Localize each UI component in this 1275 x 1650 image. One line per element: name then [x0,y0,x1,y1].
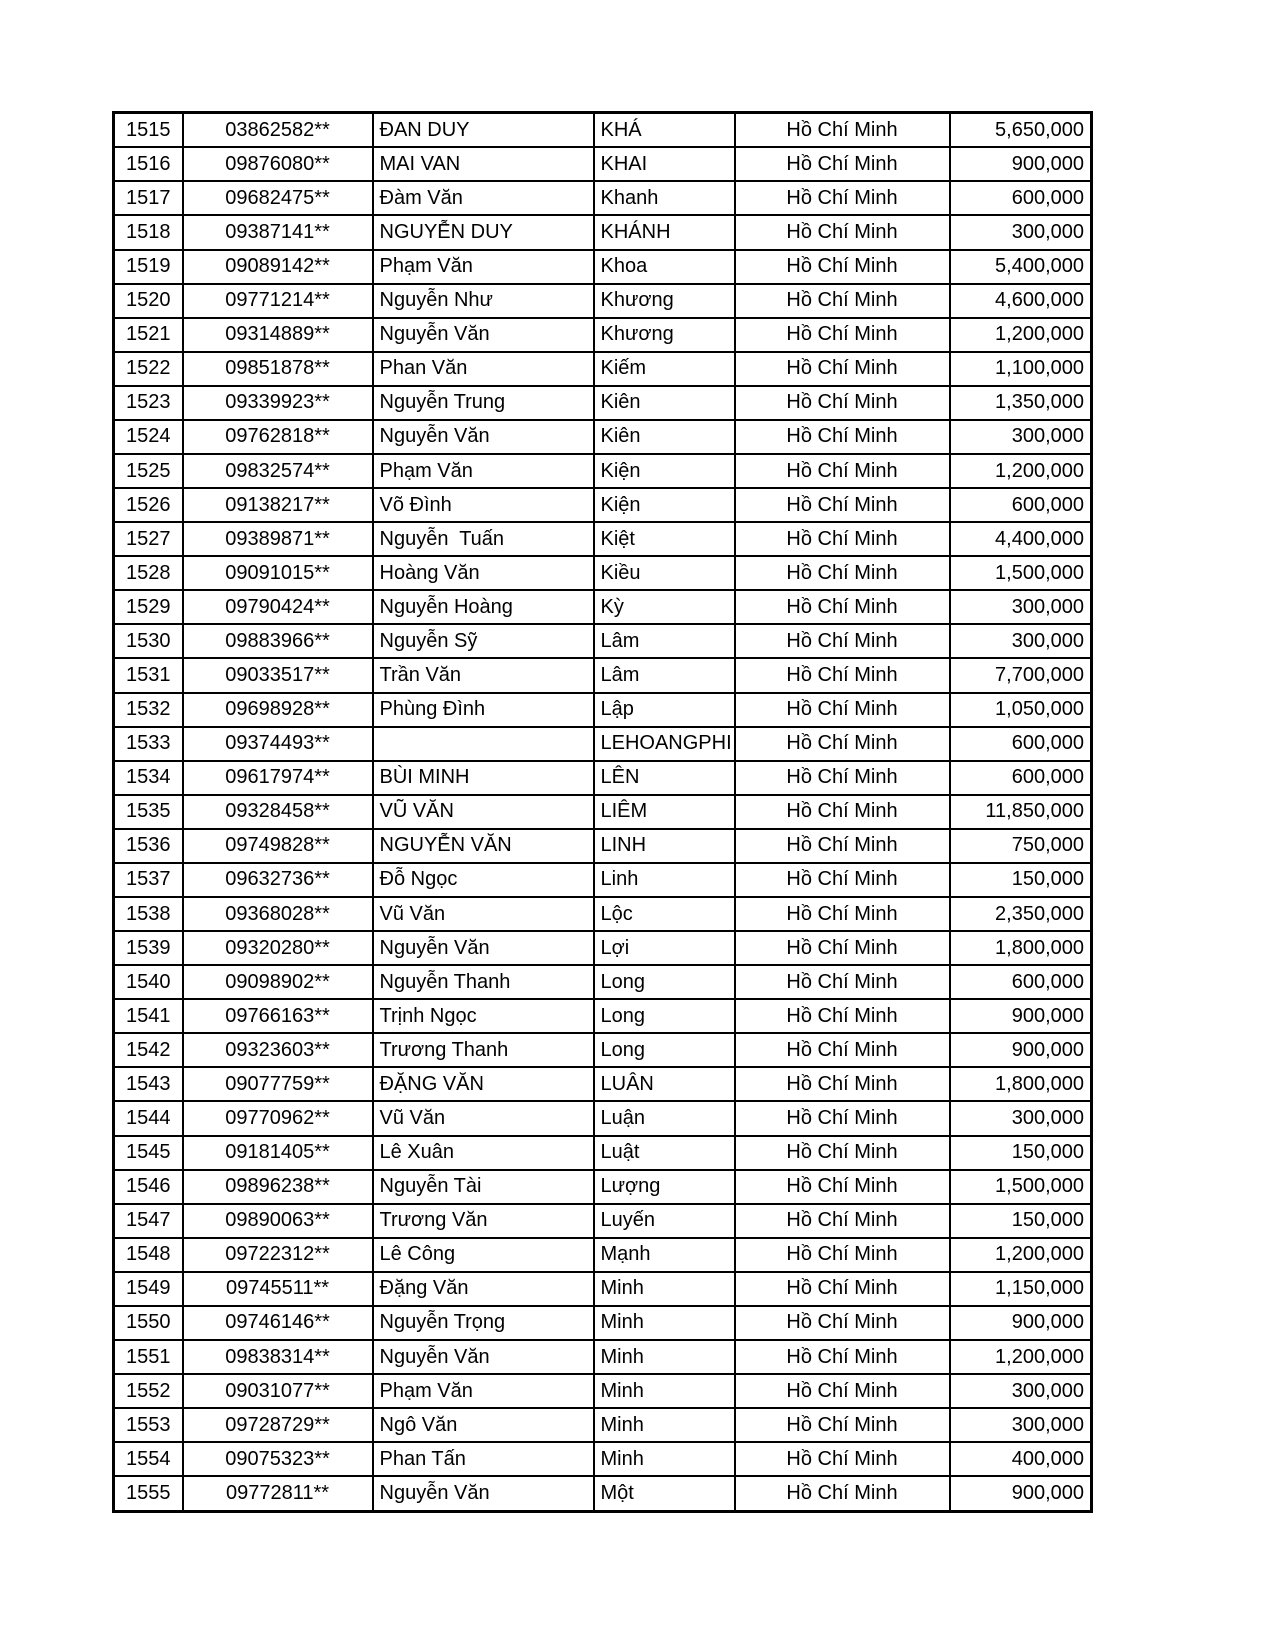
city-cell: Hồ Chí Minh [735,1204,950,1238]
row-number-cell: 1524 [114,420,183,454]
phone-number-cell: 09387141** [183,215,373,249]
table-row [114,658,1092,692]
first-middle-name-cell: Vũ Văn [373,897,594,931]
city-cell: Hồ Chí Minh [735,1170,950,1204]
table-row [114,1170,1092,1204]
amount-cell: 1,500,000 [950,556,1092,590]
phone-number-cell: 09790424** [183,590,373,624]
last-name-cell: Kiệt [594,522,735,556]
row-number-cell: 1544 [114,1101,183,1135]
first-middle-name-cell: Nguyễn Văn [373,931,594,965]
table-row [114,1067,1092,1101]
phone-number-cell: 09876080** [183,147,373,181]
row-number-cell: 1554 [114,1442,183,1476]
table-row [114,1033,1092,1067]
amount-cell: 900,000 [950,1476,1092,1511]
amount-cell: 300,000 [950,420,1092,454]
amount-cell: 900,000 [950,999,1092,1033]
city-cell: Hồ Chí Minh [735,1272,950,1306]
amount-cell: 300,000 [950,624,1092,658]
phone-number-cell: 09762818** [183,420,373,454]
amount-cell: 1,800,000 [950,1067,1092,1101]
phone-number-cell: 09682475** [183,181,373,215]
city-cell: Hồ Chí Minh [735,829,950,863]
city-cell: Hồ Chí Minh [735,250,950,284]
table-row [114,1306,1092,1340]
row-number-cell: 1515 [114,113,183,148]
phone-number-cell: 09746146** [183,1306,373,1340]
table-row [114,999,1092,1033]
amount-cell: 300,000 [950,590,1092,624]
row-number-cell: 1528 [114,556,183,590]
first-middle-name-cell: Lê Công [373,1238,594,1272]
amount-cell: 600,000 [950,727,1092,761]
phone-number-cell: 09698928** [183,693,373,727]
table-row [114,215,1092,249]
amount-cell: 5,650,000 [950,113,1092,148]
city-cell: Hồ Chí Minh [735,590,950,624]
city-cell: Hồ Chí Minh [735,1374,950,1408]
first-middle-name-cell: ĐAN DUY [373,113,594,148]
phone-number-cell: 09075323** [183,1442,373,1476]
phone-number-cell: 09098902** [183,965,373,999]
first-middle-name-cell: Trịnh Ngọc [373,999,594,1033]
row-number-cell: 1539 [114,931,183,965]
phone-number-cell: 09323603** [183,1033,373,1067]
city-cell: Hồ Chí Minh [735,147,950,181]
last-name-cell: Minh [594,1374,735,1408]
last-name-cell: LUÂN [594,1067,735,1101]
city-cell: Hồ Chí Minh [735,1306,950,1340]
table-row [114,250,1092,284]
row-number-cell: 1538 [114,897,183,931]
table-row [114,318,1092,352]
city-cell: Hồ Chí Minh [735,931,950,965]
first-middle-name-cell: Phạm Văn [373,250,594,284]
amount-cell: 150,000 [950,1204,1092,1238]
table-row [114,590,1092,624]
row-number-cell: 1526 [114,488,183,522]
row-number-cell: 1552 [114,1374,183,1408]
first-middle-name-cell: Vũ Văn [373,1101,594,1135]
amount-cell: 1,100,000 [950,352,1092,386]
first-middle-name-cell: Hoàng Văn [373,556,594,590]
first-middle-name-cell: Ngô Văn [373,1408,594,1442]
phone-number-cell: 09728729** [183,1408,373,1442]
city-cell: Hồ Chí Minh [735,181,950,215]
first-middle-name-cell: Đàm Văn [373,181,594,215]
amount-cell: 1,800,000 [950,931,1092,965]
table-row [114,1442,1092,1476]
table-row [114,727,1092,761]
amount-cell: 600,000 [950,181,1092,215]
table-row [114,556,1092,590]
first-middle-name-cell: Nguyễn Tuấn [373,522,594,556]
last-name-cell: Minh [594,1272,735,1306]
first-middle-name-cell: Đặng Văn [373,1272,594,1306]
row-number-cell: 1530 [114,624,183,658]
city-cell: Hồ Chí Minh [735,897,950,931]
city-cell: Hồ Chí Minh [735,556,950,590]
table-row [114,897,1092,931]
row-number-cell: 1527 [114,522,183,556]
city-cell: Hồ Chí Minh [735,318,950,352]
row-number-cell: 1525 [114,454,183,488]
first-middle-name-cell: Nguyễn Tài [373,1170,594,1204]
row-number-cell: 1550 [114,1306,183,1340]
table-row [114,1476,1092,1511]
amount-cell: 1,200,000 [950,1238,1092,1272]
first-middle-name-cell: BÙI MINH [373,761,594,795]
amount-cell: 1,050,000 [950,693,1092,727]
amount-cell: 300,000 [950,1408,1092,1442]
row-number-cell: 1542 [114,1033,183,1067]
city-cell: Hồ Chí Minh [735,624,950,658]
amount-cell: 600,000 [950,965,1092,999]
phone-number-cell: 09091015** [183,556,373,590]
row-number-cell: 1522 [114,352,183,386]
last-name-cell: Một [594,1476,735,1511]
city-cell: Hồ Chí Minh [735,454,950,488]
city-cell: Hồ Chí Minh [735,352,950,386]
last-name-cell: Luật [594,1136,735,1170]
amount-cell: 150,000 [950,1136,1092,1170]
row-number-cell: 1529 [114,590,183,624]
first-middle-name-cell: Võ Đình [373,488,594,522]
amount-cell: 5,400,000 [950,250,1092,284]
phone-number-cell: 09089142** [183,250,373,284]
table-row [114,1408,1092,1442]
row-number-cell: 1521 [114,318,183,352]
first-middle-name-cell: Đỗ Ngọc [373,863,594,897]
phone-number-cell: 09770962** [183,1101,373,1135]
last-name-cell: Kỳ [594,590,735,624]
phone-number-cell: 09749828** [183,829,373,863]
table-row [114,420,1092,454]
phone-number-cell: 09771214** [183,284,373,318]
city-cell: Hồ Chí Minh [735,1033,950,1067]
phone-number-cell: 09832574** [183,454,373,488]
last-name-cell: Linh [594,863,735,897]
city-cell: Hồ Chí Minh [735,1408,950,1442]
last-name-cell: Minh [594,1340,735,1374]
city-cell: Hồ Chí Minh [735,284,950,318]
first-middle-name-cell: Nguyễn Văn [373,1340,594,1374]
row-number-cell: 1523 [114,386,183,420]
city-cell: Hồ Chí Minh [735,488,950,522]
phone-number-cell: 09389871** [183,522,373,556]
phone-number-cell: 09368028** [183,897,373,931]
table-row [114,693,1092,727]
table-row [114,1204,1092,1238]
phone-number-cell: 09851878** [183,352,373,386]
amount-cell: 1,200,000 [950,318,1092,352]
first-middle-name-cell: Phan Tấn [373,1442,594,1476]
city-cell: Hồ Chí Minh [735,386,950,420]
row-number-cell: 1533 [114,727,183,761]
row-number-cell: 1520 [114,284,183,318]
amount-cell: 750,000 [950,829,1092,863]
table-row [114,181,1092,215]
amount-cell: 1,200,000 [950,1340,1092,1374]
first-middle-name-cell: Phan Văn [373,352,594,386]
last-name-cell: Kiên [594,420,735,454]
phone-number-cell: 09883966** [183,624,373,658]
first-middle-name-cell: Nguyễn Văn [373,318,594,352]
amount-cell: 600,000 [950,488,1092,522]
table-row [114,522,1092,556]
city-cell: Hồ Chí Minh [735,1101,950,1135]
first-middle-name-cell: Nguyễn Trung [373,386,594,420]
last-name-cell: Lộc [594,897,735,931]
last-name-cell: KHÁ [594,113,735,148]
first-middle-name-cell: Nguyễn Trọng [373,1306,594,1340]
row-number-cell: 1555 [114,1476,183,1511]
city-cell: Hồ Chí Minh [735,1136,950,1170]
first-middle-name-cell: Phùng Đình [373,693,594,727]
amount-cell: 300,000 [950,215,1092,249]
phone-number-cell: 09031077** [183,1374,373,1408]
table-row [114,386,1092,420]
table-row [114,1340,1092,1374]
row-number-cell: 1551 [114,1340,183,1374]
city-cell: Hồ Chí Minh [735,727,950,761]
row-number-cell: 1540 [114,965,183,999]
last-name-cell: Lợi [594,931,735,965]
amount-cell: 900,000 [950,1306,1092,1340]
phone-number-cell: 09632736** [183,863,373,897]
last-name-cell: KHAI [594,147,735,181]
last-name-cell: Lập [594,693,735,727]
amount-cell: 300,000 [950,1374,1092,1408]
row-number-cell: 1537 [114,863,183,897]
city-cell: Hồ Chí Minh [735,693,950,727]
table-row [114,488,1092,522]
amount-cell: 11,850,000 [950,795,1092,829]
row-number-cell: 1545 [114,1136,183,1170]
last-name-cell: Lâm [594,624,735,658]
first-middle-name-cell: Phạm Văn [373,454,594,488]
table-row [114,1374,1092,1408]
table-row [114,352,1092,386]
amount-cell: 600,000 [950,761,1092,795]
phone-number-cell: 09181405** [183,1136,373,1170]
last-name-cell: LIÊM [594,795,735,829]
phone-number-cell: 09033517** [183,658,373,692]
city-cell: Hồ Chí Minh [735,761,950,795]
row-number-cell: 1534 [114,761,183,795]
city-cell: Hồ Chí Minh [735,999,950,1033]
phone-number-cell: 09722312** [183,1238,373,1272]
amount-cell: 900,000 [950,1033,1092,1067]
table-row [114,454,1092,488]
table-row [114,1101,1092,1135]
last-name-cell: Kiếm [594,352,735,386]
amount-cell: 900,000 [950,147,1092,181]
last-name-cell: Long [594,1033,735,1067]
first-middle-name-cell: Trần Văn [373,658,594,692]
phone-number-cell: 09077759** [183,1067,373,1101]
amount-cell: 150,000 [950,863,1092,897]
last-name-cell: Kiều [594,556,735,590]
first-middle-name-cell: Nguyễn Thanh [373,965,594,999]
last-name-cell: Lâm [594,658,735,692]
row-number-cell: 1536 [114,829,183,863]
amount-cell: 1,350,000 [950,386,1092,420]
first-middle-name-cell: NGUYỄN DUY [373,215,594,249]
last-name-cell: Lượng [594,1170,735,1204]
city-cell: Hồ Chí Minh [735,1442,950,1476]
amount-cell: 1,200,000 [950,454,1092,488]
table-row [114,931,1092,965]
first-middle-name-cell: Nguyễn Như [373,284,594,318]
phone-number-cell: 09617974** [183,761,373,795]
phone-number-cell: 09374493** [183,727,373,761]
last-name-cell: LEHOANGPHI [594,727,735,761]
first-middle-name-cell: ĐẶNG VĂN [373,1067,594,1101]
table-row [114,795,1092,829]
row-number-cell: 1531 [114,658,183,692]
first-middle-name-cell: NGUYỄN VĂN [373,829,594,863]
phone-number-cell: 09896238** [183,1170,373,1204]
row-number-cell: 1518 [114,215,183,249]
row-number-cell: 1532 [114,693,183,727]
row-number-cell: 1546 [114,1170,183,1204]
city-cell: Hồ Chí Minh [735,658,950,692]
amount-cell: 400,000 [950,1442,1092,1476]
city-cell: Hồ Chí Minh [735,965,950,999]
phone-number-cell: 09890063** [183,1204,373,1238]
amount-cell: 7,700,000 [950,658,1092,692]
city-cell: Hồ Chí Minh [735,420,950,454]
last-name-cell: Khương [594,318,735,352]
row-number-cell: 1549 [114,1272,183,1306]
city-cell: Hồ Chí Minh [735,863,950,897]
row-number-cell: 1516 [114,147,183,181]
phone-number-cell: 09766163** [183,999,373,1033]
last-name-cell: Kiện [594,454,735,488]
first-middle-name-cell: Trương Văn [373,1204,594,1238]
last-name-cell: Kiên [594,386,735,420]
row-number-cell: 1543 [114,1067,183,1101]
phone-number-cell: 09838314** [183,1340,373,1374]
beneficiary-table [112,111,1093,1513]
first-middle-name-cell: Nguyễn Văn [373,1476,594,1511]
row-number-cell: 1547 [114,1204,183,1238]
phone-number-cell: 09138217** [183,488,373,522]
amount-cell: 4,600,000 [950,284,1092,318]
first-middle-name-cell: Phạm Văn [373,1374,594,1408]
last-name-cell: Kiện [594,488,735,522]
row-number-cell: 1553 [114,1408,183,1442]
last-name-cell: Minh [594,1408,735,1442]
table-row [114,1136,1092,1170]
last-name-cell: Khoa [594,250,735,284]
table-row [114,113,1092,148]
first-middle-name-cell: Trương Thanh [373,1033,594,1067]
first-middle-name-cell: Nguyễn Hoàng [373,590,594,624]
last-name-cell: Minh [594,1306,735,1340]
phone-number-cell: 09328458** [183,795,373,829]
last-name-cell: KHÁNH [594,215,735,249]
last-name-cell: Minh [594,1442,735,1476]
last-name-cell: Long [594,999,735,1033]
first-middle-name-cell: Nguyễn Sỹ [373,624,594,658]
phone-number-cell: 09320280** [183,931,373,965]
city-cell: Hồ Chí Minh [735,1476,950,1511]
city-cell: Hồ Chí Minh [735,1067,950,1101]
amount-cell: 300,000 [950,1101,1092,1135]
row-number-cell: 1517 [114,181,183,215]
first-middle-name-cell: Lê Xuân [373,1136,594,1170]
table-row [114,1272,1092,1306]
row-number-cell: 1519 [114,250,183,284]
table-row [114,863,1092,897]
last-name-cell: Khương [594,284,735,318]
table-row [114,147,1092,181]
phone-number-cell: 09314889** [183,318,373,352]
phone-number-cell: 09339923** [183,386,373,420]
city-cell: Hồ Chí Minh [735,113,950,148]
city-cell: Hồ Chí Minh [735,215,950,249]
amount-cell: 4,400,000 [950,522,1092,556]
last-name-cell: Khanh [594,181,735,215]
table-row [114,829,1092,863]
phone-number-cell: 09745511** [183,1272,373,1306]
city-cell: Hồ Chí Minh [735,795,950,829]
amount-cell: 1,500,000 [950,1170,1092,1204]
row-number-cell: 1548 [114,1238,183,1272]
city-cell: Hồ Chí Minh [735,1340,950,1374]
last-name-cell: Luận [594,1101,735,1135]
row-number-cell: 1535 [114,795,183,829]
last-name-cell: Mạnh [594,1238,735,1272]
first-middle-name-cell: Nguyễn Văn [373,420,594,454]
last-name-cell: Long [594,965,735,999]
amount-cell: 2,350,000 [950,897,1092,931]
city-cell: Hồ Chí Minh [735,522,950,556]
phone-number-cell: 03862582** [183,113,373,148]
phone-number-cell: 09772811** [183,1476,373,1511]
first-middle-name-cell: MAI VAN [373,147,594,181]
table-row [114,284,1092,318]
table-row [114,624,1092,658]
row-number-cell: 1541 [114,999,183,1033]
table-row [114,1238,1092,1272]
table-body [114,113,1092,1512]
table-row [114,761,1092,795]
table-row [114,965,1092,999]
last-name-cell: Luyến [594,1204,735,1238]
city-cell: Hồ Chí Minh [735,1238,950,1272]
first-middle-name-cell [373,727,594,761]
last-name-cell: LINH [594,829,735,863]
amount-cell: 1,150,000 [950,1272,1092,1306]
last-name-cell: LÊN [594,761,735,795]
first-middle-name-cell: VŨ VĂN [373,795,594,829]
